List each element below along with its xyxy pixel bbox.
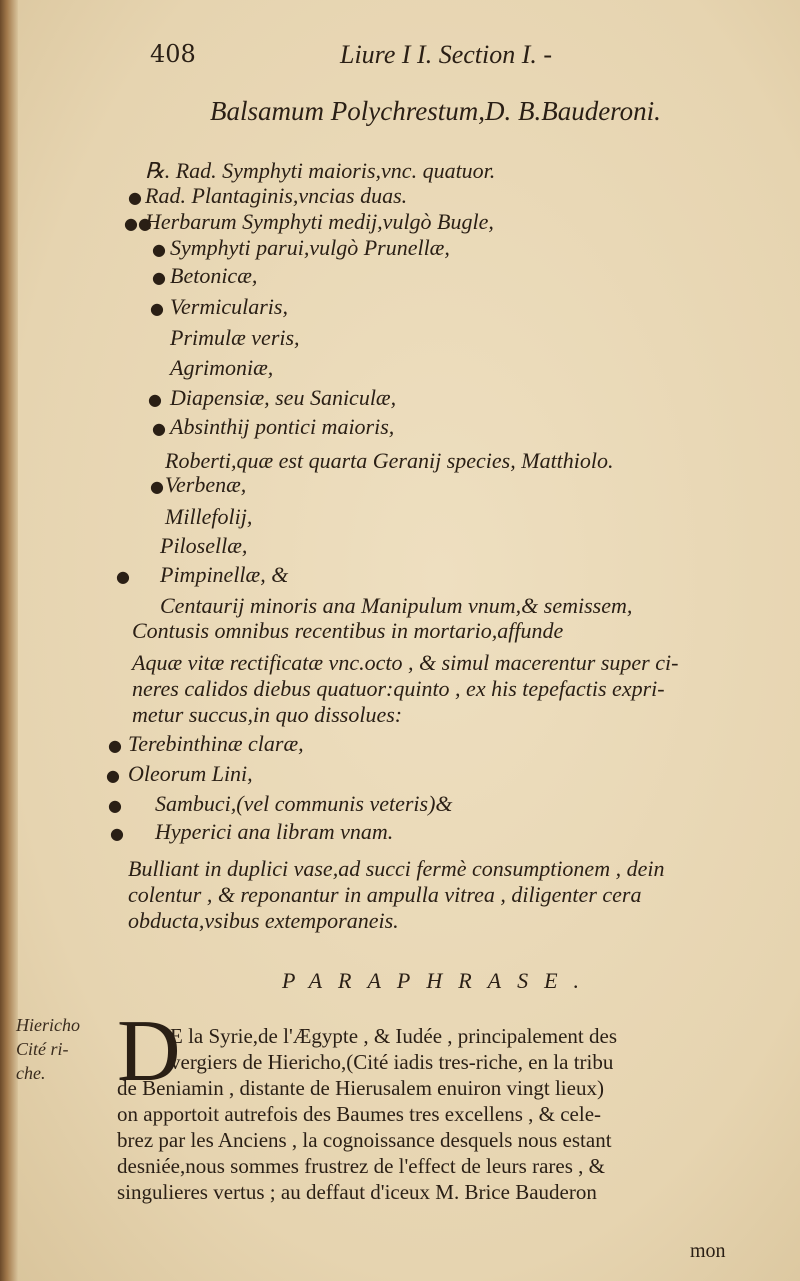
recipe-title: Balsamum Polychrestum,D. B.Bauderoni. — [210, 96, 661, 126]
recipe-line: Bulliant in duplici vase,ad succi fermè consumptionem , dein — [128, 856, 665, 881]
recipe-line: Betonicæ, — [170, 263, 258, 288]
recipe-line: obducta,vsibus extemporaneis. — [128, 908, 399, 933]
recipe-line: Pimpinellæ, & — [160, 562, 289, 587]
bullet-icon: ● — [150, 477, 164, 496]
recipe-line: ℞. Rad. Symphyti maioris,vnc. quatuor. — [145, 158, 496, 183]
recipe-line: Pilosellæ, — [160, 533, 248, 558]
section-heading: PARAPHRASE. — [282, 968, 596, 993]
paragraph-line: E la Syrie,de l'Ægypte , & Iudée , principalement des — [170, 1024, 617, 1048]
paragraph-line: desniée,nous sommes frustrez de l'effect de leurs rares , & — [117, 1154, 605, 1178]
recipe-line: Hyperici ana libram vnam. — [155, 819, 394, 844]
margin-note-line: che. — [16, 1063, 46, 1083]
drop-cap: D — [117, 1003, 181, 1100]
paragraph-line: vergiers de Hiericho,(Cité iadis tres-riche, en la tribu — [170, 1050, 614, 1074]
recipe-line: metur succus,in quo dissolues: — [132, 702, 403, 727]
paragraph-line: brez par les Anciens , la cognoissance desquels nous estant — [117, 1128, 612, 1152]
recipe-line: Agrimoniæ, — [170, 355, 274, 380]
bullet-icon: ● — [152, 268, 166, 287]
margin-note-line: Hiericho — [16, 1015, 80, 1035]
bullet-icon: ● — [106, 766, 120, 785]
recipe-line: colentur , & reponantur in ampulla vitrea , diligenter cera — [128, 882, 642, 907]
recipe-line: Roberti,quæ est quarta Geranij species, Matthiolo. — [165, 448, 614, 473]
bullet-icon: ● — [152, 240, 166, 259]
page-header — [0, 40, 800, 80]
paragraph-line: on apportoit autrefois des Baumes tres excellens , & cele- — [117, 1102, 602, 1126]
bullet-icon: ●● — [124, 214, 152, 233]
bullet-icon: ● — [108, 796, 122, 815]
recipe-line: Contusis omnibus recentibus in mortario,affunde — [132, 618, 564, 643]
recipe-line: Vermicularis, — [170, 294, 288, 319]
bullet-icon: ● — [152, 419, 166, 438]
bullet-icon: ● — [128, 188, 142, 207]
bullet-icon: ● — [116, 567, 130, 586]
recipe-line: Centaurij minoris ana Manipulum vnum,& semissem, — [160, 593, 633, 618]
catchword: mon — [690, 1240, 726, 1262]
recipe-line: Diapensiæ, seu Saniculæ, — [170, 385, 397, 410]
binding-gutter — [0, 0, 18, 1281]
recipe-line: Rad. Plantaginis,vncias duas. — [145, 183, 408, 208]
recipe-line: Primulæ veris, — [170, 325, 300, 350]
recipe-line: Verbenæ, — [165, 472, 247, 497]
recipe-line: neres calidos diebus quatuor:quinto , ex his tepefactis expri- — [132, 676, 665, 701]
recipe-line: Absinthij pontici maioris, — [170, 414, 395, 439]
recipe-line: Herbarum Symphyti medij,vulgò Bugle, — [145, 209, 494, 234]
recipe-line: Aquæ vitæ rectificatæ vnc.octo , & simul macerentur super ci- — [132, 650, 679, 675]
recipe-line: Terebinthinæ claræ, — [128, 731, 304, 756]
recipe-line: Sambuci,(vel communis veteris)& — [155, 791, 453, 816]
bullet-icon: ● — [148, 390, 162, 409]
recipe-line: Oleorum Lini, — [128, 761, 253, 786]
paragraph-line: singulieres vertus ; au deffaut d'iceux M. Brice Bauderon — [117, 1180, 597, 1204]
page-number: 408 — [150, 40, 196, 68]
recipe-line: Millefolij, — [165, 504, 253, 529]
recipe-line: Symphyti parui,vulgò Prunellæ, — [170, 235, 450, 260]
bullet-icon: ● — [110, 824, 124, 843]
bullet-icon: ● — [108, 736, 122, 755]
margin-note-line: Cité ri- — [16, 1039, 69, 1059]
bullet-icon: ● — [150, 299, 164, 318]
paragraph-line: de Beniamin , distante de Hierusalem enuiron vingt lieux) — [117, 1076, 604, 1100]
running-head: Liure I I. Section I. - — [340, 40, 553, 69]
